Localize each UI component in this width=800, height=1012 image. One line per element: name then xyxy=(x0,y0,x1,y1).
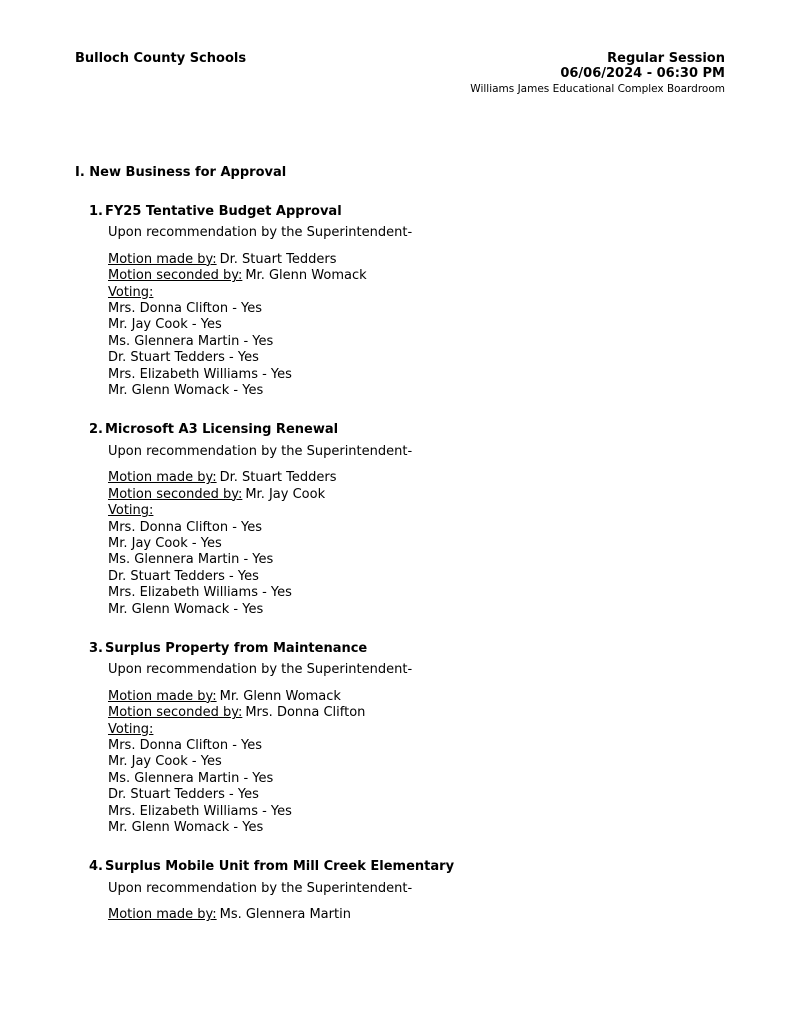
votes-list xyxy=(108,301,725,399)
motion-made-line xyxy=(108,689,725,705)
recommendation-line: Upon recommendation by the Superintendent- xyxy=(108,443,413,459)
vote-line: Mr. Jay Cook - Yes xyxy=(108,317,222,333)
motion-made-by: Mr. Glenn Womack xyxy=(219,688,341,704)
vote-line: Dr. Stuart Tedders - Yes xyxy=(108,568,259,584)
motion-made-label: Motion made by: xyxy=(108,688,217,704)
vote-line: Mrs. Donna Clifton - Yes xyxy=(108,301,263,317)
agenda-item xyxy=(75,204,725,399)
vote-line: Mr. Glenn Womack - Yes xyxy=(108,601,264,617)
motion-seconded-line xyxy=(108,268,725,284)
agenda-item-title-line xyxy=(75,641,725,657)
agenda-item xyxy=(75,422,725,617)
motion-block xyxy=(108,689,725,837)
session-location: Williams James Educational Complex Boardroom xyxy=(470,83,725,95)
item-number: 4. xyxy=(89,859,103,875)
vote-line: Ms. Glennera Martin - Yes xyxy=(108,552,274,568)
vote-line: Mrs. Donna Clifton - Yes xyxy=(108,737,263,753)
session-title: Regular Session xyxy=(607,51,725,66)
vote-line: Mrs. Donna Clifton - Yes xyxy=(108,519,263,535)
motion-seconded-line xyxy=(108,487,725,503)
session-meta xyxy=(470,51,725,96)
item-title: FY25 Tentative Budget Approval xyxy=(105,204,342,219)
recommendation-line: Upon recommendation by the Superintendent- xyxy=(108,880,413,896)
motion-made-label: Motion made by: xyxy=(108,470,217,486)
motion-made-label: Motion made by: xyxy=(108,907,217,923)
item-number: 2. xyxy=(89,422,103,438)
motion-made-by: Dr. Stuart Tedders xyxy=(219,251,337,267)
agenda-item xyxy=(75,641,725,836)
motion-block xyxy=(108,470,725,618)
item-title: Surplus Property from Maintenance xyxy=(105,640,368,656)
agenda-item-title-line xyxy=(75,204,725,220)
votes-list xyxy=(108,520,725,618)
vote-line: Mrs. Elizabeth Williams - Yes xyxy=(108,803,292,819)
agenda-item-body xyxy=(75,444,725,618)
document-header xyxy=(75,51,725,96)
voting-label: Voting: xyxy=(108,721,154,737)
item-number: 1. xyxy=(89,204,103,219)
agenda-item-title-line xyxy=(75,422,725,438)
recommendation-line: Upon recommendation by the Superintendent- xyxy=(108,662,413,678)
vote-line: Ms. Glennera Martin - Yes xyxy=(108,333,274,349)
recommendation-line: Upon recommendation by the Superintendent- xyxy=(108,225,413,241)
section-title: I. New Business for Approval xyxy=(75,165,287,180)
voting-label: Voting: xyxy=(108,284,154,300)
vote-line: Mrs. Elizabeth Williams - Yes xyxy=(108,366,292,382)
motion-made-label: Motion made by: xyxy=(108,251,217,267)
motion-seconded-line xyxy=(108,705,725,721)
agenda-item-body xyxy=(75,881,725,924)
votes-list xyxy=(108,738,725,836)
vote-line: Ms. Glennera Martin - Yes xyxy=(108,770,274,786)
agenda-item-body xyxy=(75,662,725,836)
agenda-item-title-line xyxy=(75,859,725,875)
voting-label: Voting: xyxy=(108,503,154,519)
motion-seconded-by: Mrs. Donna Clifton xyxy=(245,705,366,721)
vote-line: Mr. Jay Cook - Yes xyxy=(108,535,222,551)
motion-seconded-by: Mr. Jay Cook xyxy=(245,486,326,502)
motion-made-by: Dr. Stuart Tedders xyxy=(219,470,337,486)
motion-seconded-label: Motion seconded by: xyxy=(108,486,243,502)
agenda-items xyxy=(75,204,725,924)
vote-line: Mr. Jay Cook - Yes xyxy=(108,754,222,770)
item-title: Microsoft A3 Licensing Renewal xyxy=(105,422,339,438)
item-number: 3. xyxy=(89,640,103,656)
agenda-item xyxy=(75,859,725,923)
vote-line: Dr. Stuart Tedders - Yes xyxy=(108,350,259,366)
motion-made-line xyxy=(108,252,725,268)
vote-line: Mr. Glenn Womack - Yes xyxy=(108,383,264,399)
motion-block xyxy=(108,252,725,400)
vote-line: Mrs. Elizabeth Williams - Yes xyxy=(108,585,292,601)
motion-seconded-label: Motion seconded by: xyxy=(108,268,243,284)
motion-block xyxy=(108,907,725,923)
motion-made-line xyxy=(108,470,725,486)
organization-name: Bulloch County Schools xyxy=(75,51,247,66)
motion-made-line xyxy=(108,907,725,923)
motion-made-by: Ms. Glennera Martin xyxy=(219,907,351,923)
motion-seconded-by: Mr. Glenn Womack xyxy=(245,268,367,284)
agenda-item-body xyxy=(75,225,725,399)
vote-line: Mr. Glenn Womack - Yes xyxy=(108,820,264,835)
vote-line: Dr. Stuart Tedders - Yes xyxy=(108,787,259,803)
session-datetime: 06/06/2024 - 06:30 PM xyxy=(560,66,725,81)
item-title: Surplus Mobile Unit from Mill Creek Elementary xyxy=(105,859,455,875)
motion-seconded-label: Motion seconded by: xyxy=(108,705,243,721)
